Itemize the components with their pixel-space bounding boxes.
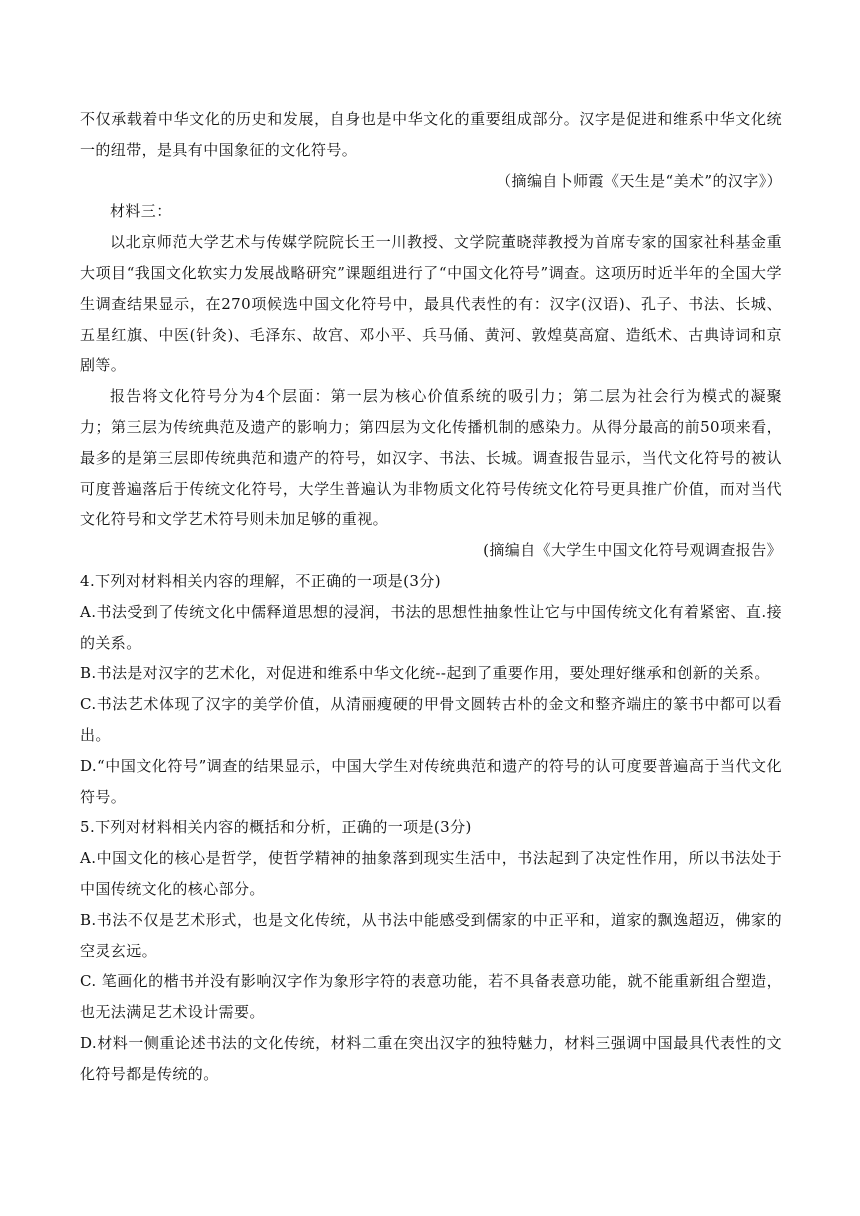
question-5-stem: 5.下列对材料相关内容的概括和分析，正确的一项是(3分) bbox=[80, 818, 472, 837]
question-4-option-a: A.书法受到了传统文化中儒释道思想的浸润，书法的思想性抽象性让它与中国传统文化有着紧密、直.接的关系。 bbox=[80, 602, 782, 652]
material-two-source: （摘编自卜师霞《天生是“美术”的汉字》） bbox=[496, 171, 782, 190]
question-5-option-c: C. 笔画化的楷书并没有影响汉字作为象形字符的表意功能，若不具备表意功能，就不能重新组合塑造，也无法满足艺术设计需要。 bbox=[80, 972, 782, 1022]
question-4-option-c: C.书法艺术体现了汉字的美学价值，从清丽瘦硬的甲骨文圆转古朴的金文和整齐端庄的篆书中都可以看出。 bbox=[80, 695, 782, 744]
material-three-paragraph-1: 以北京师范大学艺术与传媒学院院长王一川教授、文学院董晓萍教授为首席专家的国家社科基金重大项目“我国文化软实力发展战略研究”课题组进行了“中国文化符号”调查。这项历时近半年的全国大学生调查结果显示，在270项候选中国文化符号中，最具代表性的有：汉字(汉语)、孔子、书法、长城、五星红旗、中医(针灸)、毛泽东、故宫、邓小平、兵马俑、黄河、敦煌莫高窟、造纸术、古典诗词和京剧等。 bbox=[80, 233, 782, 375]
question-5-option-b: B.书法不仅是艺术形式，也是文化传统，从书法中能感受到儒家的中正平和，道家的飘逸超迈，佛家的空灵玄远。 bbox=[80, 910, 782, 960]
question-4-option-b: B.书法是对汉字的艺术化，对促进和维系中华文化统--起到了重要作用，要处理好继承和创新的关系。 bbox=[80, 664, 770, 683]
reading-passage bbox=[80, 104, 782, 1090]
material-two-continuation: 不仅承载着中华文化的历史和发展，自身也是中华文化的重要组成部分。汉字是促进和维系中华文化统一的纽带，是具有中国象征的文化符号。 bbox=[80, 110, 782, 159]
question-4-option-d: D.“中国文化符号”调查的结果显示，中国大学生对传统典范和遗产的符号的认可度要普遍高于当代文化符号。 bbox=[80, 756, 782, 806]
question-4-stem: 4.下列对材料相关内容的理解，不正确的一项是(3分) bbox=[80, 571, 441, 590]
material-three-heading: 材料三： bbox=[110, 202, 172, 221]
material-three-paragraph-2: 报告将文化符号分为4个层面：第一层为核心价值系统的吸引力；第二层为社会行为模式的凝聚力；第三层为传统典范及遗产的影响力；第四层为文化传播机制的感染力。从得分最高的前50项来看，最多的是第三层即传统典范和遗产的符号，如汉字、书法、长城。调查报告显示，当代文化符号的被认可度普遍落后于传统文化符号，大学生普遍认为非物质文化符号传统文化符号更具推广价值，而对当代文化符号和文学艺术符号则未加足够的重视。 bbox=[80, 387, 782, 529]
question-5-option-a: A.中国文化的核心是哲学，使哲学精神的抽象落到现实生活中，书法起到了决定性作用，所以书法处于中国传统文化的核心部分。 bbox=[80, 849, 782, 898]
question-5-option-d: D.材料一侧重论述书法的文化传统，材料二重在突出汉字的独特魅力，材料三强调中国最具代表性的文化符号都是传统的。 bbox=[80, 1033, 782, 1083]
material-three-source: (摘编自《大学生中国文化符号观调查报告》 bbox=[483, 541, 782, 560]
